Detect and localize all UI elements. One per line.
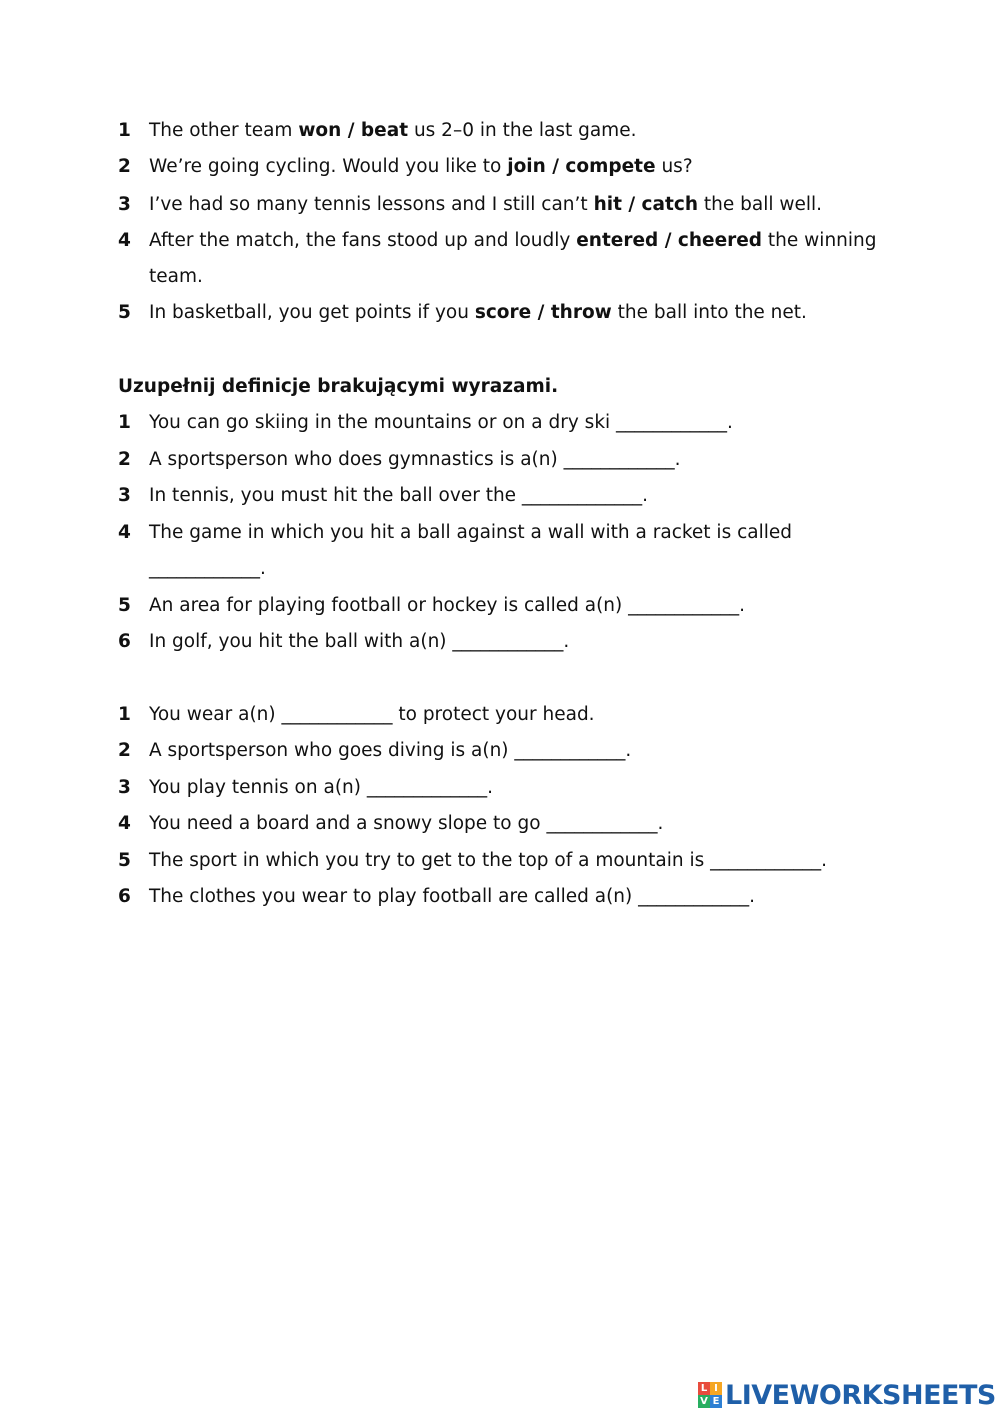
s3-item-3: 3 You play tennis on a(n) _____________. xyxy=(118,777,493,798)
s2-item-6: 6 In golf, you hit the ball with a(n) ____________. xyxy=(118,631,570,652)
s2-item-4-blank[interactable]: ____________. xyxy=(149,558,266,579)
s3-item-2: 2 A sportsperson who goes diving is a(n) ____________. xyxy=(118,740,632,761)
s2-item-4: 4 The game in which you hit a ball against a wall with a racket is called xyxy=(118,522,793,543)
fill-in-sentence[interactable]: You play tennis on a(n) _____________. xyxy=(149,777,493,798)
choice-options[interactable]: hit / catch xyxy=(593,194,698,215)
choice-options[interactable]: join / compete xyxy=(507,156,656,177)
fill-in-sentence[interactable]: You can go skiing in the mountains or on a dry ski ____________. xyxy=(149,412,733,433)
s3-item-4: 4 You need a board and a snowy slope to go ____________. xyxy=(118,813,664,834)
s2-item-1: 1 You can go skiing in the mountains or on a dry ski ____________. xyxy=(118,412,733,433)
s1-item-2: 2 We’re going cycling. Would you like to join / compete us? xyxy=(118,156,693,177)
choice-options[interactable]: score / throw xyxy=(474,302,612,323)
fill-in-sentence[interactable]: A sportsperson who does gymnastics is a(n) ____________. xyxy=(149,449,681,470)
logo-mark-icon: L I V E xyxy=(698,1382,722,1408)
s2-item-5: 5 An area for playing football or hockey is called a(n) ____________. xyxy=(118,595,746,616)
fill-in-sentence[interactable]: In golf, you hit the ball with a(n) ____________. xyxy=(149,631,570,652)
logo-text: LIVEWORKSHEETS xyxy=(725,1379,996,1411)
s1-item-1: 1 The other team won / beat us 2–0 in the last game. xyxy=(118,120,637,141)
fill-in-sentence[interactable]: You need a board and a snowy slope to go ____________. xyxy=(149,813,664,834)
s2-item-2: 2 A sportsperson who does gymnastics is a(n) ____________. xyxy=(118,449,681,470)
fill-in-sentence: The game in which you hit a ball against a wall with a racket is called xyxy=(149,522,793,543)
fill-in-sentence[interactable]: The clothes you wear to play football are called a(n) ____________. xyxy=(149,886,756,907)
s3-item-1: 1 You wear a(n) ____________ to protect your head. xyxy=(118,704,595,725)
fill-in-sentence[interactable]: In tennis, you must hit the ball over the _____________. xyxy=(149,485,649,506)
fill-in-sentence[interactable]: The sport in which you try to get to the top of a mountain is ____________. xyxy=(149,850,828,871)
s2-item-3: 3 In tennis, you must hit the ball over the _____________. xyxy=(118,485,649,506)
s3-item-6: 6 The clothes you wear to play football are called a(n) ____________. xyxy=(118,886,756,907)
s1-item-4: 4 After the match, the fans stood up and loudly entered / cheered the winning xyxy=(118,230,877,251)
fill-in-sentence[interactable]: An area for playing football or hockey is called a(n) ____________. xyxy=(149,595,746,616)
section-heading: Uzupełnij definicje brakującymi wyrazami. xyxy=(118,376,559,397)
fill-in-sentence[interactable]: A sportsperson who goes diving is a(n) ____________. xyxy=(149,740,632,761)
choice-options[interactable]: won / beat xyxy=(298,120,409,141)
s1-item-5: 5 In basketball, you get points if you score / throw the ball into the net. xyxy=(118,302,807,323)
choice-options[interactable]: entered / cheered xyxy=(576,230,763,251)
fill-in-sentence[interactable]: You wear a(n) ____________ to protect your head. xyxy=(149,704,595,725)
s1-item-4-continuation: team. xyxy=(149,266,203,287)
liveworksheets-logo xyxy=(698,1378,996,1412)
s1-item-3: 3 I’ve had so many tennis lessons and I still can’t hit / catch the ball well. xyxy=(118,194,823,215)
s3-item-5: 5 The sport in which you try to get to the top of a mountain is ____________. xyxy=(118,850,828,871)
